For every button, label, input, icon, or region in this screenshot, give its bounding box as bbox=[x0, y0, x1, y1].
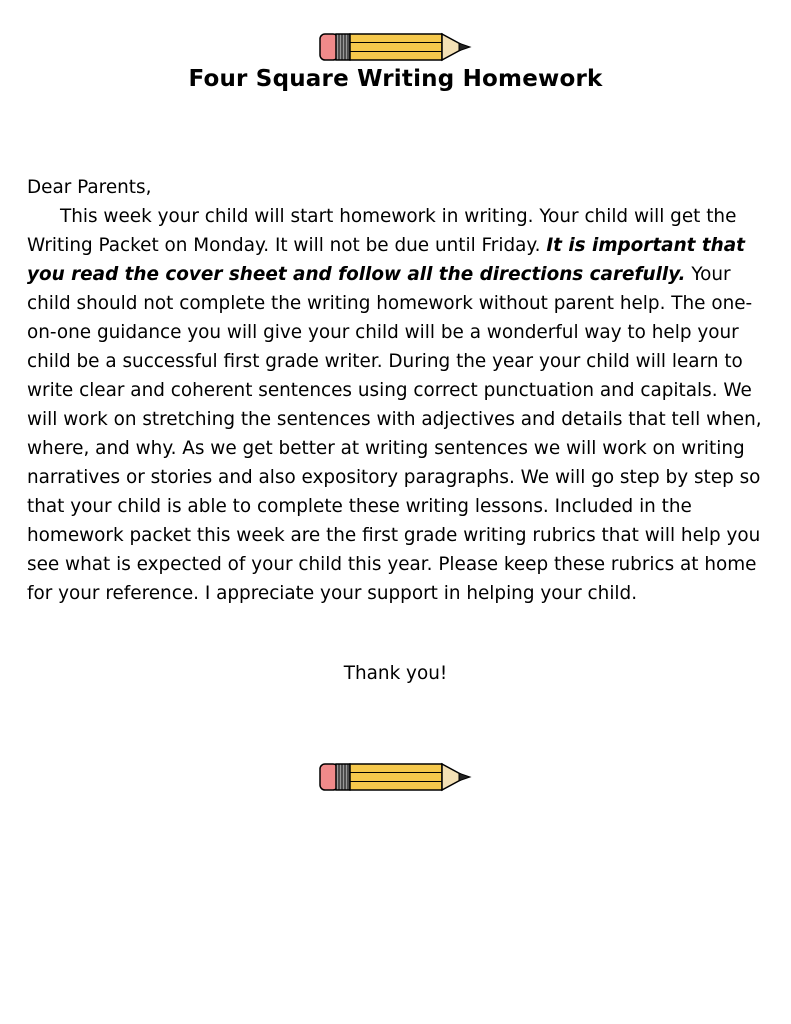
closing-text: Thank you! bbox=[343, 663, 448, 684]
salutation: Dear Parents, bbox=[27, 177, 152, 198]
pencil-icon bbox=[318, 31, 472, 63]
paragraph-text-1: This week your child will start homework in writing. Your child will get the Writing Packet on Monday. It will not be due until Friday. bbox=[27, 206, 737, 256]
pencil-icon bbox=[318, 761, 472, 793]
pencil-body bbox=[350, 34, 442, 60]
page-title: Four Square Writing Homework bbox=[188, 66, 603, 92]
letter-body bbox=[27, 173, 767, 608]
pencil-body bbox=[350, 764, 442, 790]
pencil-lead bbox=[459, 43, 470, 51]
letter-paragraph bbox=[27, 202, 767, 608]
pencil-lead bbox=[459, 773, 470, 781]
emphasis-text: It is important that you read the cover sheet and follow all the directions carefully. bbox=[27, 235, 745, 285]
paragraph-text-2: Your child should not complete the writing homework without parent help. The one-on-one guidance you will give your child will be a wonderful way to help your child be a successful first grade writer. During the year your child will learn to write clear and coherent sentences using correct punctuation and capitals. We will work on stretching the sentences with adjectives and details that tell when, where, and why. As we get better at writing sentences we will work on writing narratives or stories and also expository paragraphs. We will go step by step so that your child is able to complete these writing lessons. Included in the homework packet this week are the first grade writing rubrics that will help you see what is expected of your child this year. Please keep these rubrics at home for your reference. I appreciate your support in helping your child. bbox=[27, 264, 762, 604]
